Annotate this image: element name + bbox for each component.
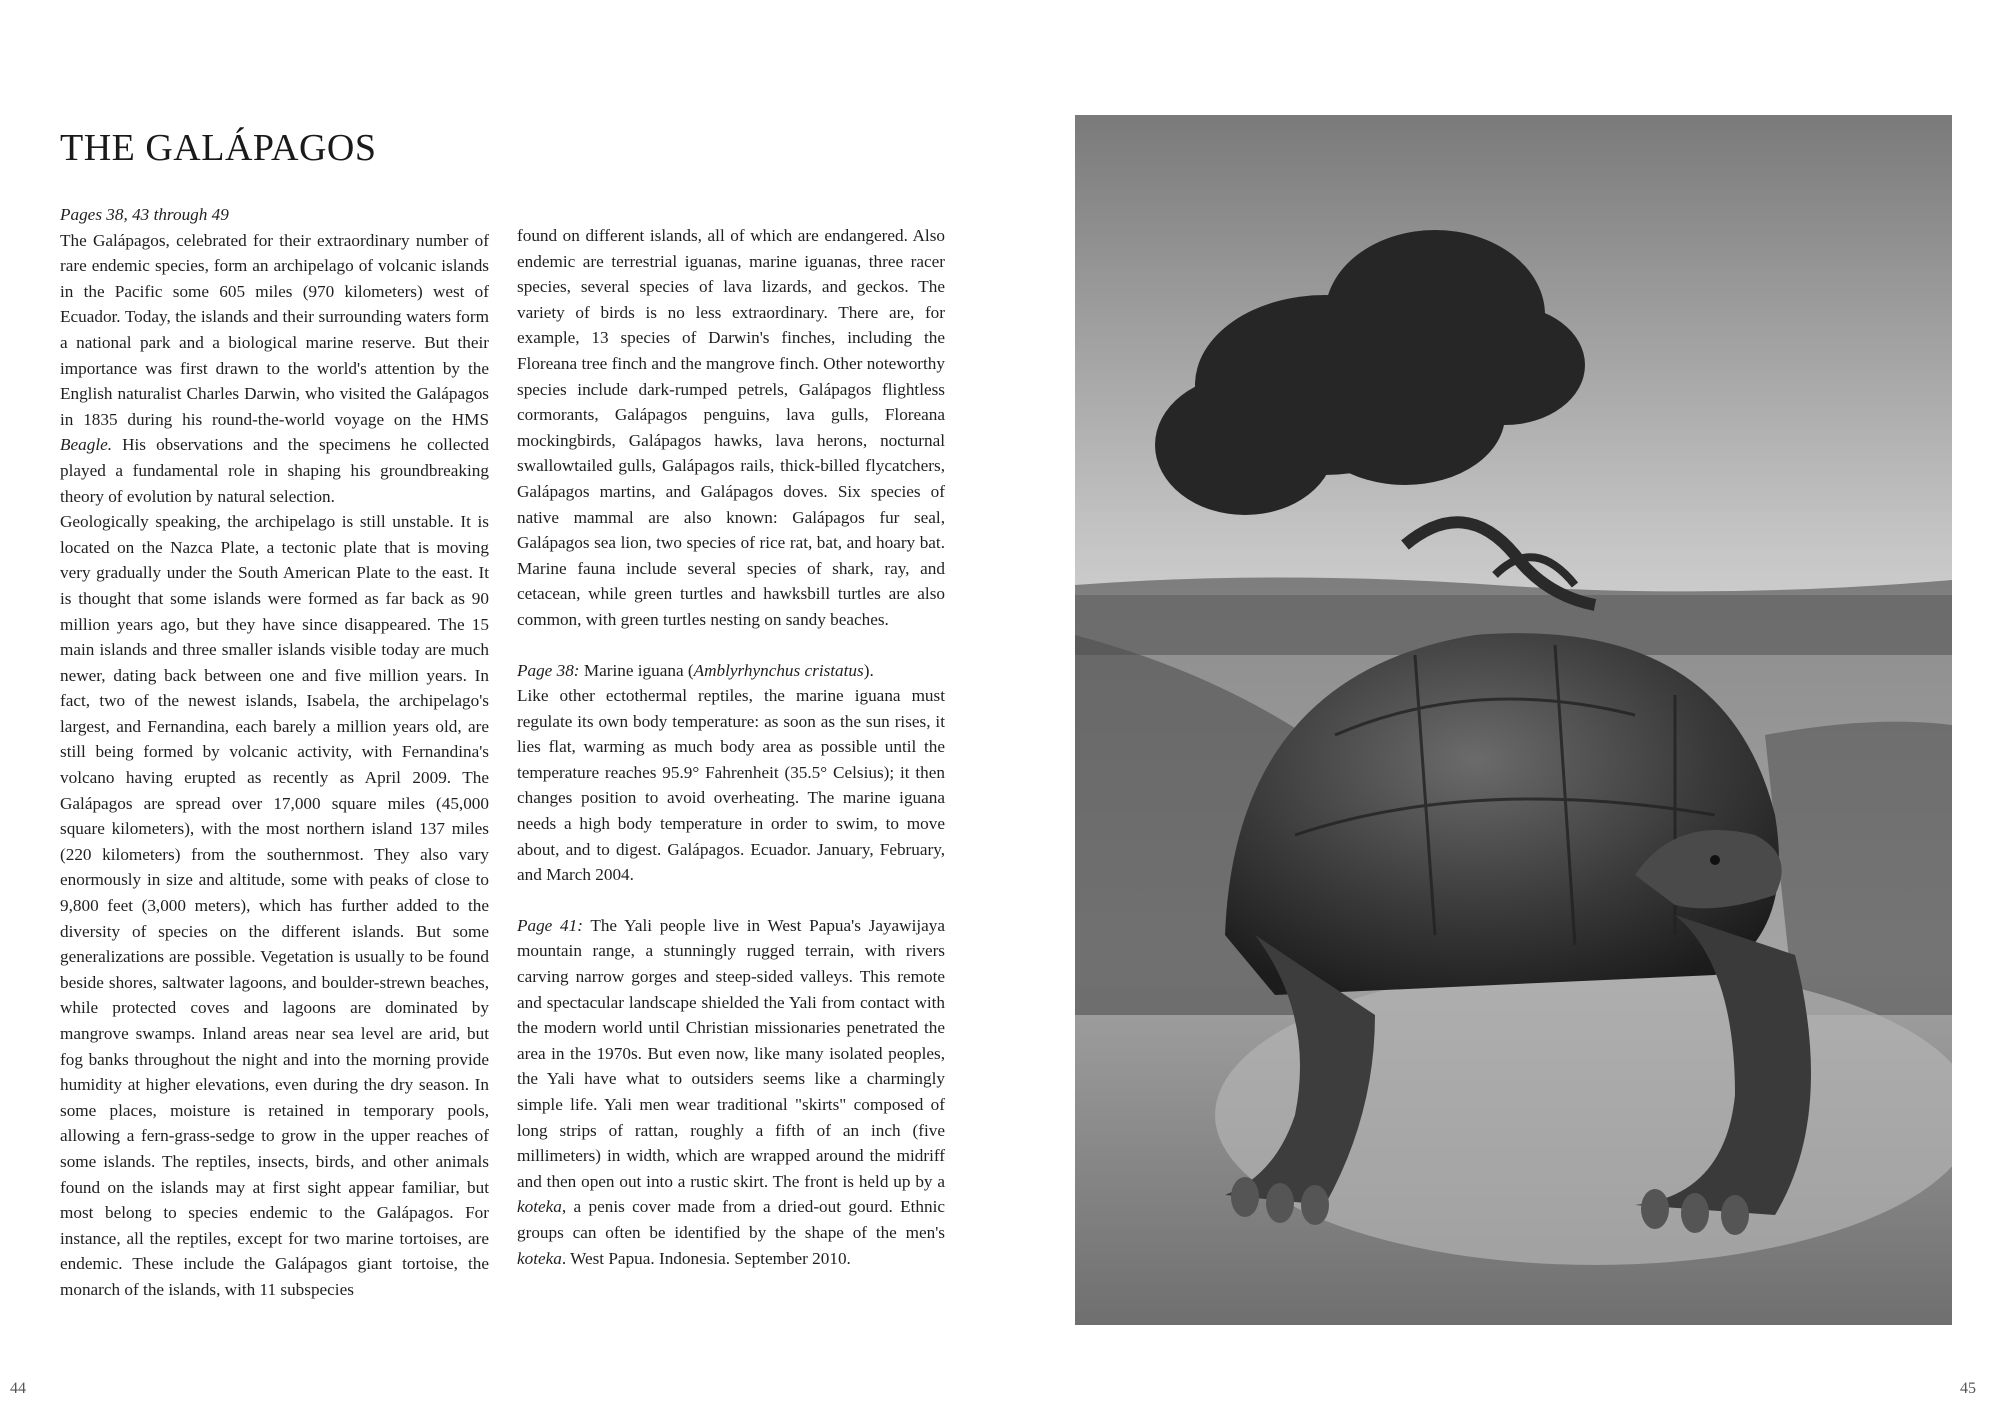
latin-name: Amblyrhynchus cristatus — [693, 660, 864, 680]
text-column-left — [60, 202, 489, 1303]
intro-text: The Galápagos, celebrated for their extraordinary number of rare endemic species, form an archipelago of volcanic islands in the Pacific some 605 miles (970 kilometers) west of Ecuador. Today, the islands and their surrounding waters form a national park and a biological marine reserve. But their importance was first drawn to the world's attention by the English naturalist Charles Darwin, who visited the Galápagos in 1835 during his round-the-world voyage on the HMS — [60, 230, 489, 429]
species-paragraph: found on different islands, all of which are endangered. Also endemic are terrestrial iguanas, marine iguanas, three racer species, several species of lava lizards, and geckos. The variety of birds is no less extraordinary. There are, for example, 13 species of Darwin's finches, including the Floreana tree finch and the mangrove finch. Other noteworthy species include dark-rumped petrels, Galápagos flightless cormorants, Galápagos penguins, lava gulls, Floreana mockingbirds, Galápagos hawks, lava herons, nocturnal swallowtailed gulls, Galápagos rails, thick-billed flycatchers, Galápagos martins, and Galápagos doves. Six species of native mammal are also known: Galápagos fur seal, Galápagos sea lion, two species of rice rat, bat, and hoary bat. Marine fauna include several species of shark, ray, and cetacean, while green turtles and hawksbill turtles are also common, with green turtles nesting on sandy beaches. — [517, 226, 945, 629]
caption-text: . West Papua. Indonesia. September 2010. — [561, 1248, 851, 1268]
caption-page-38-body: Like other ectothermal reptiles, the marine iguana must regulate its own body temperature: as soon as the sun rises, it lies flat, warming as much body area as possible until the temperature reaches 95.9° Fahrenheit (35.5° Celsius); it then changes position to avoid overheating. The marine iguana needs a high body temperature in order to swim, to move about, and to digest. Galápagos. Ecuador. January, February, and March 2004. — [517, 686, 945, 885]
caption-page-38 — [517, 658, 945, 684]
tortoise-photo-svg — [1075, 115, 1952, 1325]
koteka-term: koteka — [517, 1248, 562, 1268]
caption-title-close: ). — [863, 660, 874, 680]
caption-text: , a penis cover made from a dried-out gourd. Ethnic groups can often be identified by the shape of the men's — [517, 1197, 945, 1242]
page-reference: Pages 38, 43 through 49 — [60, 205, 229, 224]
caption-title: Marine iguana ( — [579, 660, 694, 680]
page-number-right: 45 — [1960, 1380, 1976, 1397]
caption-page-41 — [517, 913, 945, 1271]
ship-name: Beagle. — [60, 435, 113, 455]
caption-ref: Page 38: — [517, 660, 580, 680]
koteka-term: koteka — [517, 1197, 562, 1217]
intro-text-end: His observations and the specimens he collected played a fundamental role in shaping his groundbreaking theory of evolution by natural selection. — [60, 435, 489, 506]
tortoise-photograph — [1075, 115, 1952, 1325]
tortoise-eye — [1710, 855, 1720, 865]
geology-paragraph: Geologically speaking, the archipelago is still unstable. It is located on the Nazca Plate, a tectonic plate that is moving very gradually under the South American Plate to the east. It is thought that some islands were formed as far back as 90 million years ago, but they have since disappeared. The 15 main islands and three smaller islands visible today are much newer, dating back between one and five million years. In fact, two of the newest islands, Isabela, the archipelago's largest, and Fernandina, each barely a million years old, are still being formed by volcanic activity, with Fernandina's volcano having erupted as recently as April 2009. The Galápagos are spread over 17,000 square miles (45,000 square kilometers), with the most northern island 137 miles (220 kilometers) from the southernmost. They also vary enormously in size and altitude, some with peaks of close to 9,800 feet (3,000 meters), which has further added to the diversity of species on the different islands. But some generalizations are possible. Vegetation is usually to be found beside shores, saltwater lagoons, and boulder-strewn beaches, while protected coves and lagoons are dominated by mangrove swamps. Inland areas near sea level are arid, but fog banks throughout the night and into the morning provide humidity at higher elevations, even during the dry season. In some places, moisture is retained in temporary pools, allowing a fern-grass-sedge to grow in the upper reaches of some islands. The reptiles, insects, birds, and other animals found on the islands may at first sight appear familiar, but most belong to species endemic to the Galápagos. For instance, all the reptiles, except for two marine tortoises, are endemic. These include the Galápagos giant tortoise, the monarch of the islands, with 11 subspecies — [60, 512, 489, 1299]
chapter-heading: THE GALÁPAGOS — [60, 127, 377, 169]
page-number-left: 44 — [10, 1380, 26, 1397]
text-column-middle — [517, 223, 945, 1271]
caption-text: The Yali people live in West Papua's Jayawijaya mountain range, a stunningly rugged terrain, with rivers carving narrow gorges and steep-sided valleys. This remote and spectacular landscape shielded the Yali from contact with the modern world until Christian missionaries penetrated the area in the 1970s. But even now, like many isolated peoples, the Yali have what to outsiders seems like a charmingly simple life. Yali men wear traditional "skirts" composed of long strips of rattan, roughly a fifth of an inch (five millimeters) in width, which are wrapped around the midriff and then open out into a rustic skirt. The front is held up by a — [517, 915, 945, 1191]
caption-ref: Page 41: — [517, 915, 583, 935]
intro-paragraph — [60, 228, 489, 510]
